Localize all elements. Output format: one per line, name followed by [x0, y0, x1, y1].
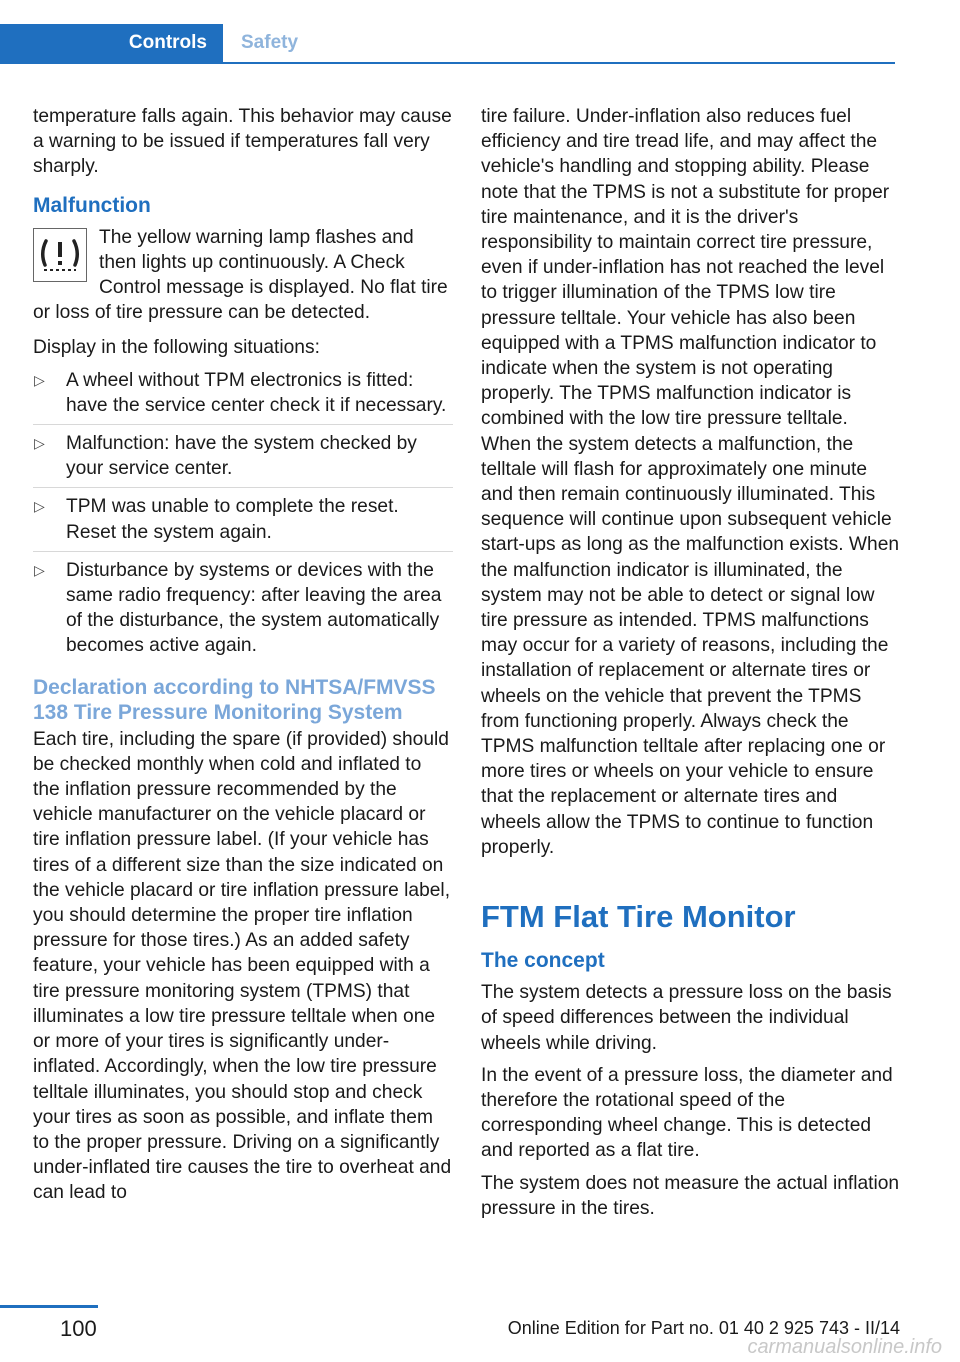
tab-safety[interactable]: Safety [241, 32, 299, 53]
heading-malfunction: Malfunction [33, 193, 151, 217]
bullet-triangle-icon: ▷ [34, 371, 45, 388]
header-tab-bar [0, 24, 895, 64]
page-number: 100 [60, 1316, 97, 1341]
paragraph-concept-2: In the event of a pressure loss, the diameter and therefore the rotational speed of the corresponding wheel change. This is detected and reported as a flat tire. [481, 1064, 893, 1162]
list-item: ▷ TPM was unable to complete the reset. Reset the system again. [33, 494, 453, 551]
list-item: ▷ A wheel without TPM electronics is fitted: have the service center check it if necessary. [33, 368, 453, 425]
list-item: ▷ Disturbance by systems or devices with the same radio frequency: after leaving the area of the disturbance, the system automatically becomes active again. [34, 559, 442, 657]
paragraph-concept-1: The system detects a pressure loss on the basis of speed differences between the individual wheels while driving. [481, 982, 892, 1054]
list-item: ▷ Malfunction: have the system checked by your service center. [33, 431, 453, 488]
paragraph-temperature: temperature falls again. This behavior may cause a warning to be issued if temperatures fall very sharply. [33, 106, 452, 178]
footer-rule [0, 1305, 98, 1308]
tire-pressure-warning-icon [33, 228, 87, 282]
paragraph-concept-3: The system does not measure the actual inflation pressure in the tires. [481, 1172, 900, 1219]
malfunction-block [33, 225, 453, 326]
tab-controls[interactable]: Controls [0, 24, 223, 62]
situations-list [33, 368, 453, 665]
heading-declaration: Declaration according to NHTSA/FMVSS 138 Tire Pressure Monitoring System [33, 675, 436, 724]
paragraph-tpms-continued: tire failure. Under-inflation also reduces fuel efficiency and tire tread life, and may affect the vehicle's handling and stopping ability. Please note that the TPMS is not a substitute for proper tire maintenance, and it is the driver's responsibility to maintain correct tire pressure, even if under-inflation has not reached the level to trigger illumination of the TPMS low tire pressure telltale. Your vehicle has also been equipped with a TPMS malfunction indicator to indicate when the system is not operating properly. The TPMS malfunction indicator is combined with the low tire pressure telltale. When the system detects a malfunction, the telltale will flash for approximately one minute and then remain continuously illuminated. This sequence will continue upon subsequent vehicle start-ups as long as the malfunction exists. When the malfunction indicator is illuminated, the system may not be able to detect or signal low tire pressure as intended. TPMS malfunctions may occur for a variety of reasons, including the installation of replacement or alternate tires or wheels on the vehicle that prevent the TPMS from functioning properly. Always check the TPMS malfunction telltale after replacing one or more tires or wheels on your vehicle to ensure that the replacement or alternate tires and wheels allow the TPMS to continue to function properly. [481, 106, 900, 858]
left-column [33, 104, 453, 1213]
right-column [481, 104, 901, 1228]
bullet-triangle-icon: ▷ [34, 561, 45, 578]
edition-text: Online Edition for Part no. 01 40 2 925 743 - II/14 [507, 1318, 900, 1338]
watermark: carmanualsonline.info [747, 1336, 942, 1358]
paragraph-declaration: Each tire, including the spare (if provided) should be checked monthly when cold and inflated to the inflation pressure recommended by the vehicle manufacturer on the vehicle placard or tire inflation pressure label. (If your vehicle has tires of a different size than the size indicated on the vehicle placard or tire inflation pressure label, you should determine the proper tire inflation pressure for those tires.) As an added safety feature, your vehicle has been equipped with a tire pressure monitoring system (TPMS) that illuminates a low tire pressure telltale when one or more of your tires is significantly under-inflated. Accordingly, when the low tire pressure telltale illuminates, you should stop and check your tires as soon as possible, and inflate them to the proper pressure. Driving on a significantly under-inflated tire causes the tire to overheat and can lead to [33, 728, 452, 1204]
bullet-triangle-icon: ▷ [34, 498, 45, 515]
heading-concept: The concept [481, 949, 605, 973]
bullet-triangle-icon: ▷ [34, 435, 45, 452]
heading-ftm: FTM Flat Tire Monitor [481, 899, 796, 935]
malfunction-text: The yellow warning lamp flashes and then lights up continuously. A Check Control message is displayed. No flat tire or loss of tire pressure can be detected. [33, 226, 448, 324]
display-intro: Display in the following situations: [33, 337, 320, 359]
